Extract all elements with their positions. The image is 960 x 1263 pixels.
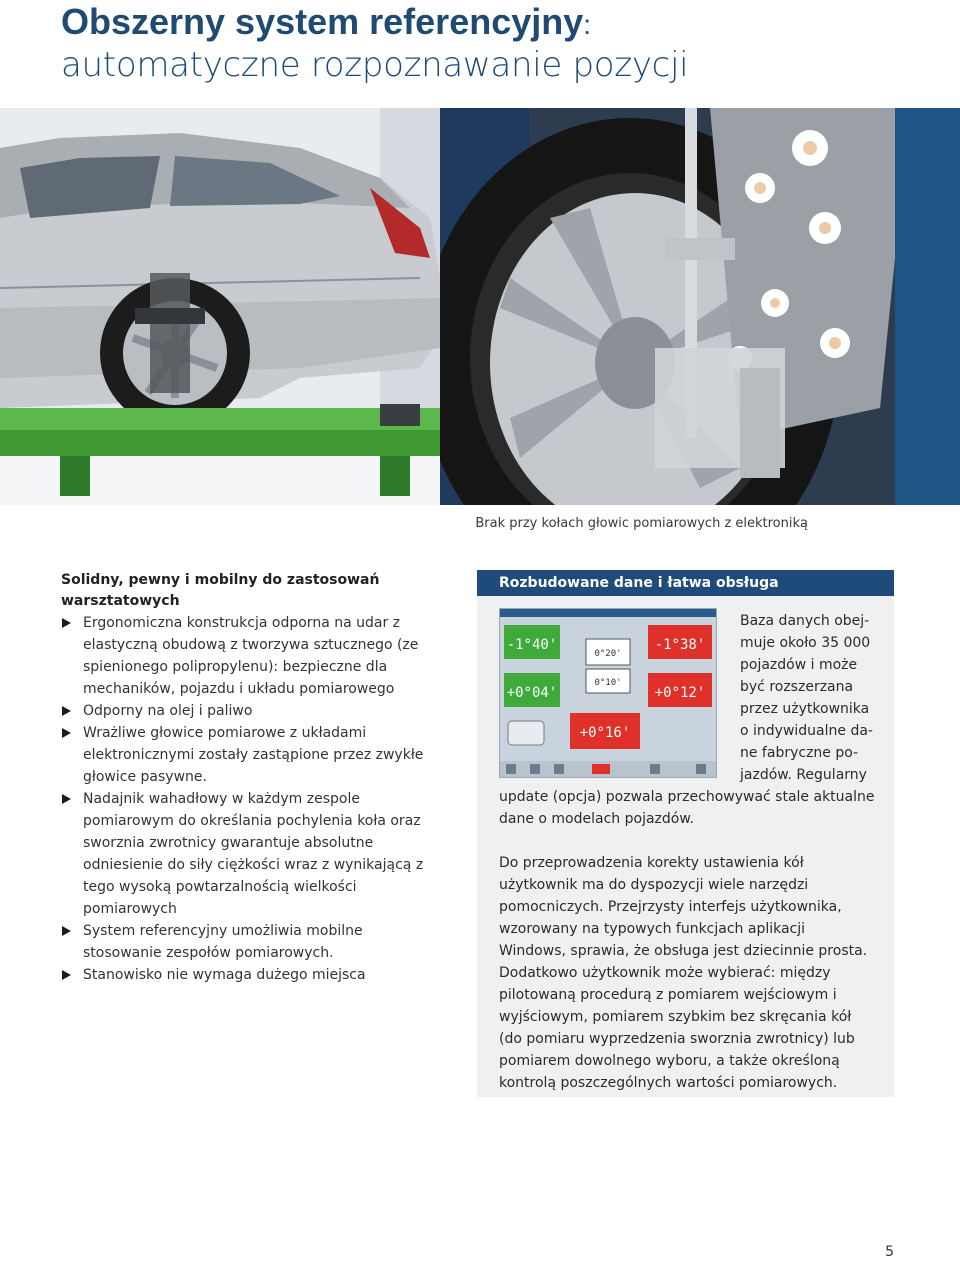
bullet-text: Stanowisko nie wymaga dużego miejsca: [83, 967, 366, 983]
title-colon: :: [583, 9, 592, 40]
bullet-arrow-icon: [62, 618, 71, 628]
value-center-top: 0°20': [594, 649, 622, 659]
info-box: [477, 570, 894, 1097]
database-paragraph-tail: update (opcja) pozwala przechowywać stale aktualne dane o modelach pojazdów.: [499, 789, 875, 827]
list-item: [61, 788, 441, 920]
page-number: 5: [885, 1244, 894, 1260]
page-title: [61, 2, 941, 85]
list-item: [61, 700, 441, 722]
alignment-screen-illustration: [500, 609, 716, 777]
bullet-arrow-icon: [62, 794, 71, 804]
list-item: [61, 920, 441, 964]
car-illustration: [0, 108, 505, 505]
wheel-illustration: [440, 108, 960, 505]
para-line: muje około 35 000: [740, 635, 871, 651]
value-center-mid: 0°10': [594, 678, 622, 688]
info-box-header: Rozbudowane dane i łatwa obsługa: [477, 570, 894, 596]
bullet-arrow-icon: [62, 926, 71, 936]
features-list: [61, 612, 441, 986]
bullet-arrow-icon: [62, 970, 71, 980]
features-heading: Solidny, pewny i mobilny do zastosowań warsztatowych: [61, 572, 380, 609]
para-line: pojazdów i może: [740, 657, 858, 673]
para-line: jazdów. Regularny: [740, 767, 867, 783]
list-item: [61, 612, 441, 700]
para-line: o indywidualne da-: [740, 723, 873, 739]
title-subtitle: automatyczne rozpoznawanie pozycji: [61, 45, 689, 85]
bullet-text: Odporny na olej i paliwo: [83, 703, 253, 719]
value-front-left: -1°40': [506, 637, 558, 653]
title-main: Obszerny system referencyjny: [61, 1, 584, 42]
bullet-text: Wrażliwe głowice pomiarowe z układami elektronicznymi zostały zastąpione przez zwykłe głowice pasywne.: [83, 725, 424, 785]
features-column: [61, 570, 441, 986]
tools-paragraph: Do przeprowadzenia korekty ustawienia kół użytkownik ma do dyspozycji wiele narzędzi pomocniczych. Przejrzysty interfejs użytkownika, wzorowany na typowych funkcjach aplikacji Windows, sprawia, że obsługa jest dziecinnie prosta. Dodatkowo użytkownik może wybierać: między pilotowaną procedurą z pomiarem wejściowym i wyjściowym, pomiarem szybkim bez skręcania kół (do pomiaru wyprzedzenia sworznia zwrotnicy) lub pomiarem dowolnego wyboru, a także określoną kontrolą poszczególnych wartości pomiarowych.: [499, 855, 868, 1091]
para-line: ne fabryczne po-: [740, 745, 859, 761]
value-rear-right: +0°12': [654, 685, 706, 701]
value-rear-left: +0°04': [506, 685, 558, 701]
photo-caption: Brak przy kołach głowic pomiarowych z elektroniką: [475, 516, 808, 531]
database-paragraph-top: [740, 610, 890, 786]
para-line: przez użytkownika: [740, 701, 870, 717]
software-screenshot: [499, 608, 717, 778]
value-thrust: +0°16': [579, 725, 631, 741]
value-front-right: -1°38': [654, 637, 706, 653]
para-line: Baza danych obej-: [740, 613, 870, 629]
bullet-text: System referencyjny umożliwia mobilne stosowanie zespołów pomiarowych.: [83, 923, 363, 961]
bullet-arrow-icon: [62, 706, 71, 716]
list-item: [61, 722, 441, 788]
para-line: być rozszerzana: [740, 679, 854, 695]
bullet-text: Nadajnik wahadłowy w każdym zespole pomiarowym do określania pochylenia koła oraz sworznia zwrotnicy gwarantuje absolutne odniesienie do siły ciężkości wraz z wynikającą z tego wysoką powtarzalnością wielkości pomiarowych: [83, 791, 424, 917]
wheel-target-photo: [440, 108, 960, 505]
list-item: [61, 964, 441, 986]
car-on-lift-photo: [0, 108, 505, 505]
bullet-arrow-icon: [62, 728, 71, 738]
bullet-text: Ergonomiczna konstrukcja odporna na udar z elastyczną obudową z tworzywa sztucznego (ze spienionego polipropylenu): bezpieczne dla mechaników, pojazdu i układu pomiarowego: [83, 615, 419, 697]
